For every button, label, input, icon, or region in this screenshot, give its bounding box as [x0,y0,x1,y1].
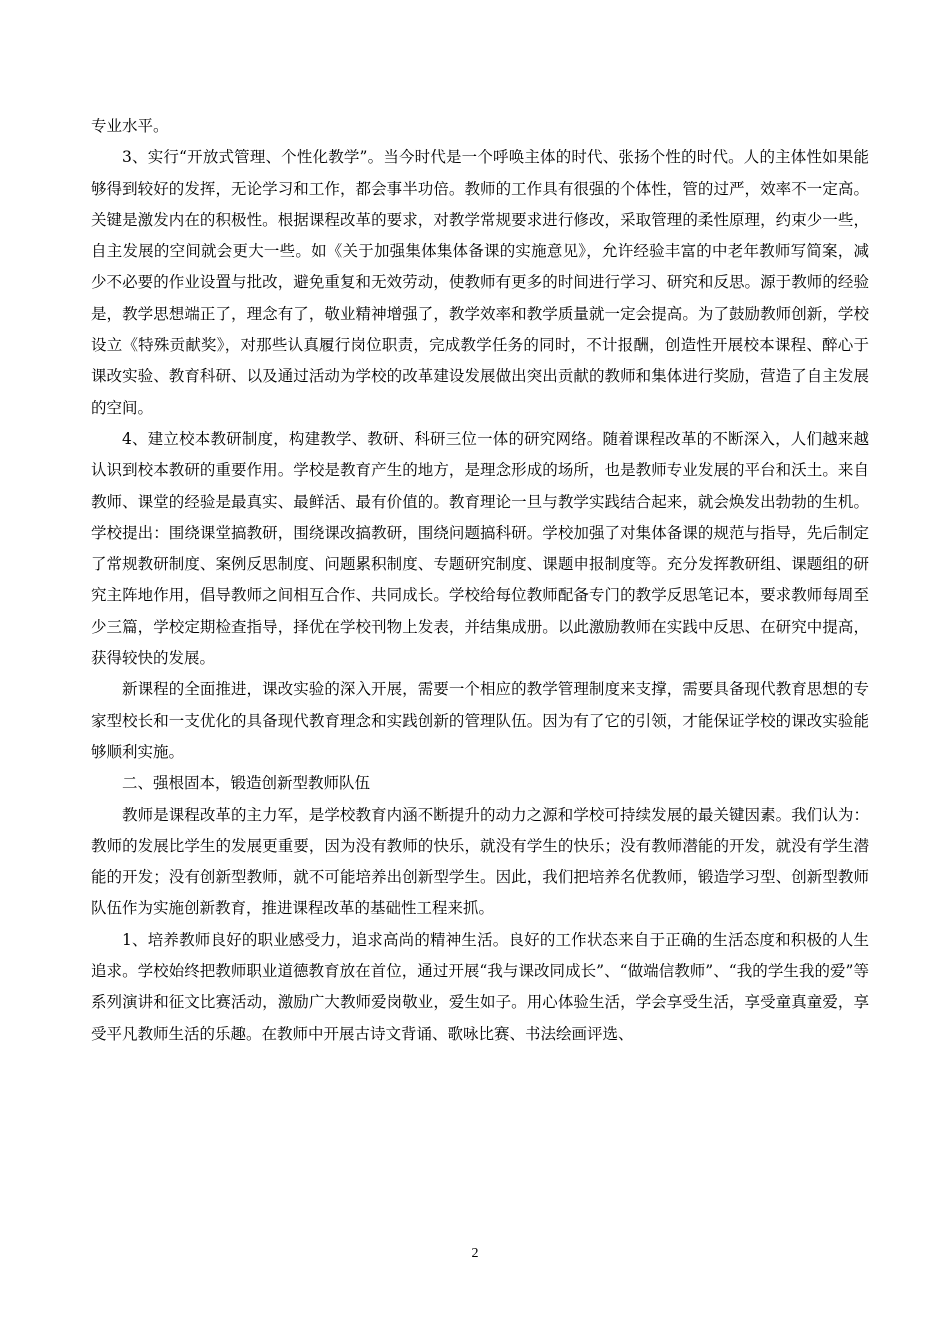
section-heading: 二、强根固本，锻造创新型教师队伍 [122,774,371,793]
paragraph-3: 4、建立校本教研制度，构建教学、教研、科研三位一体的研究网络。随着课程改革的不断深入，人们越来越认识到校本教研的重要作用。学校是教育产生的地方，是理念形成的场所，也是教师专业发展的平台和沃土。来自教师、课堂的经验是最真实、最鲜活、最有价值的。教育理论一旦与教学实践结合起来，就会焕发出勃勃的生机。学校提出：围绕课堂搞教研，围绕课改搞教研，围绕问题搞科研。学校加强了对集体备课的规范与指导，先后制定了常规教研制度、案例反思制度、问题累积制度、专题研究制度、课题申报制度等。充分发挥教研组、课题组的研究主阵地作用，倡导教师之间相互合作、共同成长。学校给每位教师配备专门的教学反思笔记本，要求教师每周至少三篇，学校定期检查指导，择优在学校刊物上发表，并结集成册。以此激励教师在实践中反思、在研究中提高，获得较快的发展。 [91,429,869,668]
paragraph-6: 1、培养教师良好的职业感受力，追求高尚的精神生活。良好的工作状态来自于正确的生活态度和积极的人生追求。学校始终把教师职业道德教育放在首位，通过开展“我与课改同成长”、“做端信教师”、“我的学生我的爱”等系列演讲和征文比赛活动，激励广大教师爱岗敬业，爱生如子。用心体验生活，学会享受生活，享受童真童爱，享受平凡教师生活的乐趣。在教师中开展古诗文背诵、歌咏比赛、书法绘画评选、 [91,930,869,1043]
paragraph-2: 3、实行“开放式管理、个性化教学”。当今时代是一个呼唤主体的时代、张扬个性的时代。人的主体性如果能够得到较好的发挥，无论学习和工作，都会事半功倍。教师的工作具有很强的个体性，管的过严，效率不一定高。关键是激发内在的积极性。根据课程改革的要求，对教学常规要求进行修改，采取管理的柔性原理，约束少一些，自主发展的空间就会更大一些。如《关于加强集体集体备课的实施意见》，允许经验丰富的中老年教师写简案，减少不必要的作业设置与批改，避免重复和无效劳动，使教师有更多的时间进行学习、研究和反思。源于教师的经验是，教学思想端正了，理念有了，敬业精神增强了，教学效率和教学质量就一定会提高。为了鼓励教师创新，学校设立《特殊贡献奖》，对那些认真履行岗位职责，完成教学任务的同时，不计报酬，创造性开展校本课程、醉心于课改实验、教育科研、以及通过活动为学校的改革建设发展做出突出贡献的教师和集体进行奖励，营造了自主发展的空间。 [91,148,869,417]
page-number: 2 [471,1246,479,1261]
document-body [91,111,869,1050]
paragraph-4: 新课程的全面推进，课改实验的深入开展，需要一个相应的教学管理制度来支撑，需要具备现代教育思想的专家型校长和一支优化的具备现代教育理念和实践创新的管理队伍。因为有了它的引领，才能保证学校的课改实验能够顺利实施。 [91,680,869,761]
paragraph-1: 专业水平。 [91,117,169,135]
paragraph-5: 教师是课程改革的主力军，是学校教育内涵不断提升的动力之源和学校可持续发展的最关键因素。我们认为：教师的发展比学生的发展更重要，因为没有教师的快乐，就没有学生的快乐；没有教师潜能的开发，就没有学生潜能的开发；没有创新型教师，就不可能培养出创新型学生。因此，我们把培养名优教师，锻造学习型、创新型教师队伍作为实施创新教育，推进课程改革的基础性工程来抓。 [91,805,869,918]
